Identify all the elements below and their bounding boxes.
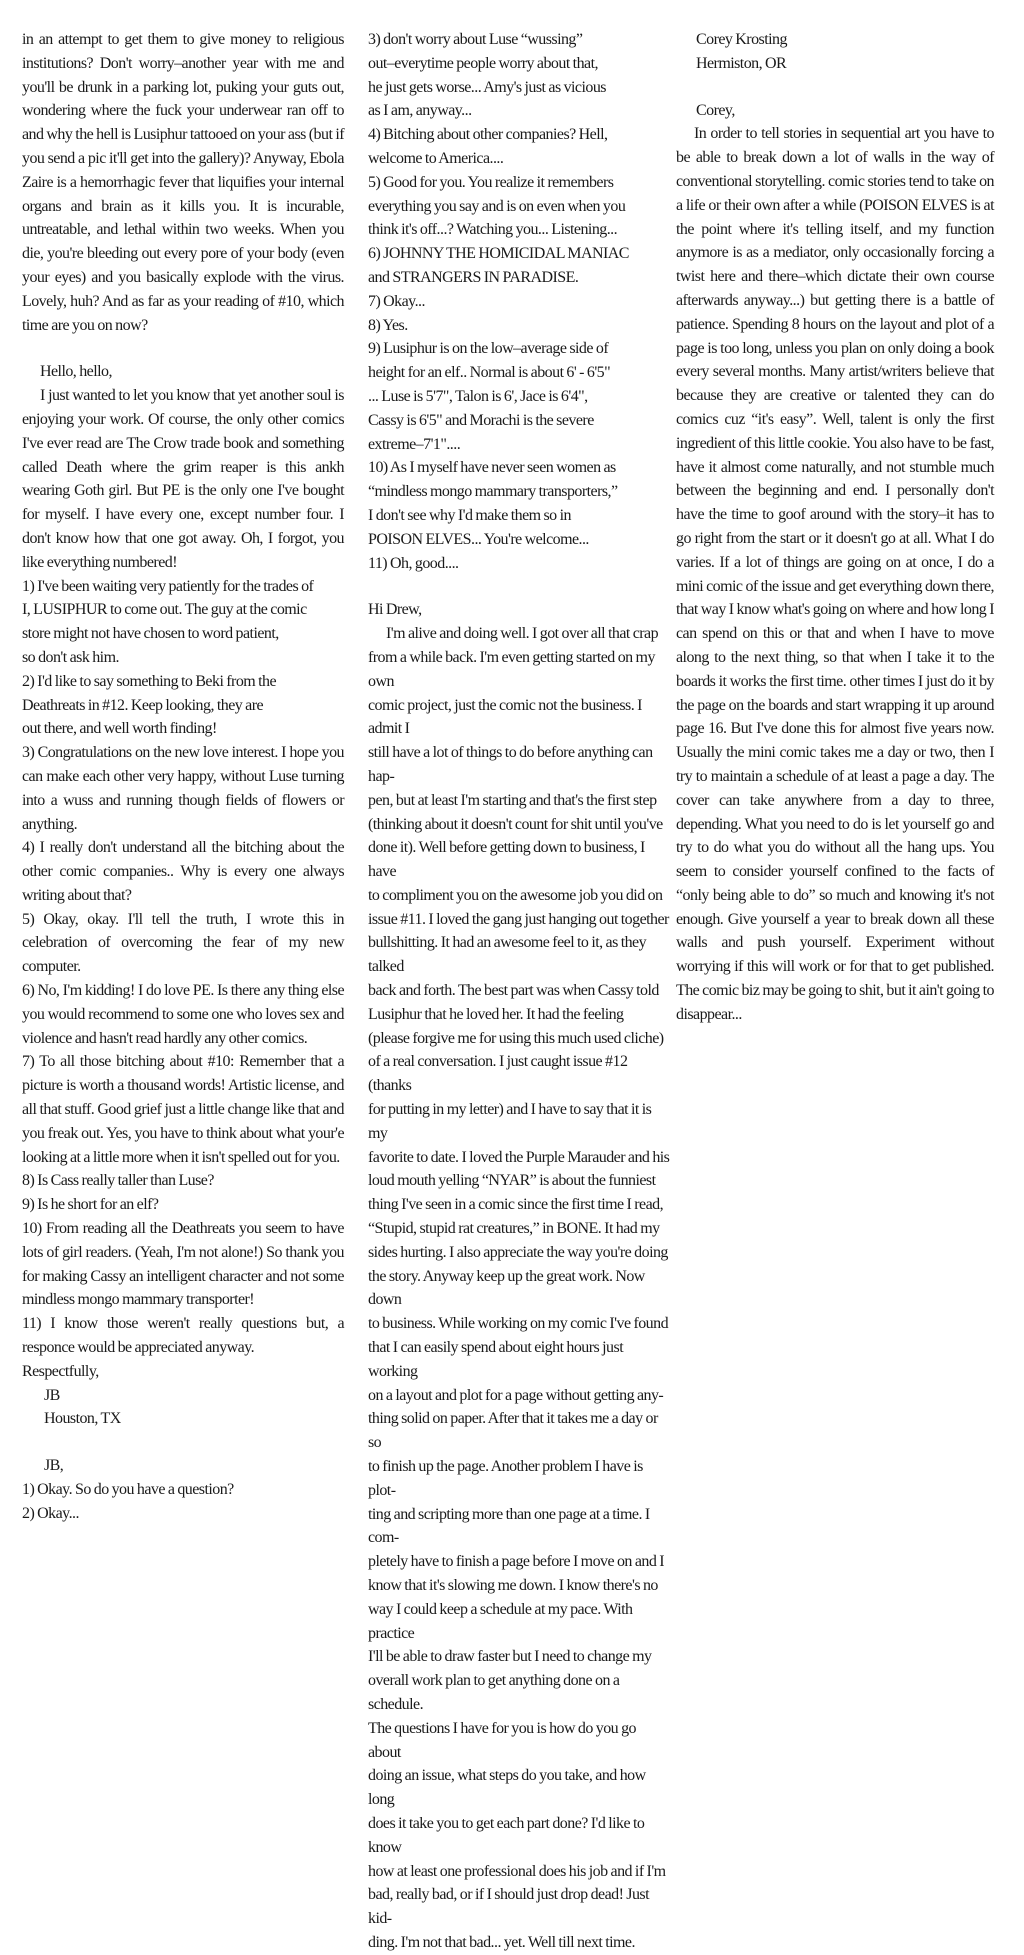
- column-right: [676, 28, 994, 1027]
- paragraph-gap: [22, 1431, 344, 1454]
- letter-item: 10) From reading all the Deathreats you seem to have lots of girl readers. (Yeah, I'm not alone!) So thank you for making Cassy an intelligent character and not some mindless mongo mammary transporter!: [22, 1220, 344, 1309]
- letter-body: I'm alive and doing well. I got over all that crap from a while back. I'm even getting started on my own comic project, just the comic not the business. I admit I still have a lot of things to do before anything can hap- pen, but at least I'm starting and that's the first step (thinking about it doesn't count for shit until you've done it). Well before getting down to business, I have to compliment you on the awesome job you did on issue #11. I loved the gang just hanging out together bullshitting. It had an awesome feel to it, as they talked back and forth. The best part was when Cassy told Lusiphur that he loved her. It had the feeling (please forgive me for using this much used cliche) of a real conversation. I just caught issue #12 (thanks for putting in my letter) and I have to say that it is my favorite to date. I loved the Purple Marauder and his loud mouth yelling “NYAR” is about the funniest thing I've seen in a comic since the first time I read, “Stupid, stupid rat creatures,” in BONE. It had my sides hurting. I also appreciate the way you're doing the story. Anyway keep up the great work. Now down to business. While working on my comic I've found that I can easily spend about eight hours just working on a layout and plot for a page without getting any- thing solid on paper. After that it takes me a day or so to finish up the page. Another problem I have is plot- ting and scripting more than one page at a time. I com- pletely have to finish a page before I move on and I know that it's slowing me down. I know there's no way I could keep a schedule at my pace. With practice I'll be able to draw faster but I need to change my overall work plan to get anything done on a schedule. The questions I have for you is how do you go about doing an issue, what steps do you take, and how long does it take you to get each part done? I'd like to know how at least one professional does his job and if I'm bad, really bad, or if I should just drop dead! Just kid- ding. I'm not that bad... yet. Well till next time.: [368, 625, 670, 1951]
- letter-item: 4) I really don't understand all the bitching about the other comic companies.. Why is every one always writing about that?: [22, 839, 344, 904]
- reply-item: 2) Okay...: [22, 1504, 79, 1522]
- letter-intro: I just wanted to let you know that yet another soul is enjoying your work. Of course, the only other comics I've ever read are The Crow trade book and something called Death where the grim reaper is this ankh wearing Goth girl. But PE is the only one I've bought for myself. I have every one, except number four. I don't know how that one got away. Oh, I forgot, you like everything numbered!: [22, 387, 344, 571]
- reply-item: 7) Okay...: [368, 292, 425, 310]
- letter-greeting: Hello, hello,: [40, 363, 112, 381]
- reply-item: 1) Okay. So do you have a question?: [22, 1481, 234, 1499]
- column-left: [22, 28, 344, 1526]
- paragraph-gap: [22, 337, 344, 360]
- letter-item: 11) I know those weren't really questions but, a responce would be appreciated anyway.: [22, 1315, 344, 1357]
- letter-item: 2) I'd like to say something to Beki from the Deathreats in #12. Keep looking, they are out there, and well worth finding!: [22, 672, 277, 738]
- signature-location: Houston, TX: [44, 1410, 121, 1428]
- letter-item: 5) Okay, okay. I'll tell the truth, I wrote this in celebration of overcoming the fear of my new computer.: [22, 910, 344, 976]
- reply-item: 9) Lusiphur is on the low–average side of height for an elf.. Normal is about 6' - 6'5" ... Luse is 5'7", Talon is 6', Jace is 6'4", Cassy is 6'5" and Morachi is the severe extreme–7'1"....: [368, 340, 611, 453]
- signature-location: Hermiston, OR: [696, 54, 787, 72]
- column-middle: [368, 28, 670, 1955]
- paragraph-gap: [676, 76, 994, 99]
- signature-name: JB: [44, 1386, 60, 1404]
- letter-item: 6) No, I'm kidding! I do love PE. Is there any thing else you would recommend to some one who loves sex and violence and hasn't read hardly any other comics.: [22, 982, 344, 1047]
- letter-item: 1) I've been waiting very patiently for the trades of I, LUSIPHUR to come out. The guy at the comic store might not have chosen to word patient, so don't ask him.: [22, 577, 314, 666]
- reply-item: 10) As I myself have never seen women as “mindless mongo mammary transporters,” I don't see why I'd make them so in POISON ELVES... You're welcome...: [368, 459, 618, 548]
- reply-item: 4) Bitching about other companies? Hell, welcome to America....: [368, 126, 608, 167]
- reply-paragraph: in an attempt to get them to give money to religious institutions? Don't worry–another year with me and you'll be drunk in a parking lot, puking your guts out, wondering where the fuck your underwear ran off to and why the hell is Lusiphur tattooed on your ass (but if you send a pic it'll get into the gallery)? Anyway, Ebola Zaire is a hemorrhagic fever that liquifies your internal organs and brain as it kills you. It is incurable, untreatable, and lethal within two weeks. When you die, you're bleeding out every pore of your body (even your eyes) and you basically explode with the virus. Lovely, huh? And as far as your reading of #10, which time are you on now?: [22, 31, 344, 334]
- reply-item: 11) Oh, good....: [368, 554, 459, 572]
- reply-item: 6) JOHNNY THE HOMICIDAL MANIAC and STRANGERS IN PARADISE.: [368, 245, 629, 286]
- reply-greeting: JB,: [44, 1457, 64, 1475]
- signature-name: Corey Krosting: [696, 31, 787, 48]
- letter-item: 3) Congratulations on the new love interest. I hope you can make each other very happy, without Luse turning into a wuss and running though fields of flowers or anything.: [22, 744, 344, 833]
- reply-item: 8) Yes.: [368, 316, 408, 334]
- letter-greeting: Hi Drew,: [368, 601, 422, 619]
- letter-item: 9) Is he short for an elf?: [22, 1196, 159, 1214]
- reply-greeting: Corey,: [696, 101, 735, 119]
- letter-item: 7) To all those bitching about #10: Remember that a picture is worth a thousand words! Artistic license, and all that stuff. Good grief just a little change like that and you freak out. Yes, you have to think about what your'e looking at a little more when it isn't spelled out for you.: [22, 1053, 344, 1166]
- letter-item: 8) Is Cass really taller than Luse?: [22, 1172, 214, 1190]
- paragraph-gap: [368, 575, 670, 598]
- reply-item: 3) don't worry about Luse “wussing” out–everytime people worry about that, he just gets worse... Amy's just as vicious as I am, anyway...: [368, 31, 606, 120]
- reply-body: In order to tell stories in sequential art you have to be able to break down a lot of walls in the way of conventional storytelling. comic stories tend to take on a life or their own after a while (POISON ELVES is at the point where it's telling itself, and my function anymore is as a mediator, only occasionally forcing a twist here and there–which dictate their own course afterwards anyway...) but getting there is a battle of patience. Spending 8 hours on the layout and plot of a page is too long, unless you plan on only doing a book every several months. Many artist/writers believe that because they are creative or talented they can do comics cuz “it's easy”. Well, talent is only the first ingredient of this little cookie. You also have to be fast, have it almost come naturally, and not stumble much between the beginning and end. I personally don't have the time to goof around with the story–it has to go right from the start or it doesn't go at all. What I do varies. If a lot of things are going on at once, I do a mini comic of the issue and get everything down there, that way I know what's going on where and how long I can spend on this or that and when I have to move along to the next thing, so that when I take it to the boards it works the first time. other times I just do it by the page on the boards and start wrapping it up around page 16. But I've done this for almost five years now. Usually the mini comic takes me a day or two, then I try to maintain a schedule of at least a page a day. The cover can take anywhere from a day to three, depending. What you need to do is let yourself go and try to do what you do without all the hang ups. You seem to consider yourself confined to the facts of “only being able to do” so much and knowing it's not enough. Give yourself a year to break down all these walls and push yourself. Experiment without worrying if this will work or for that to get published. The comic biz may be going to shit, but it ain't going to disappear...: [676, 125, 994, 1023]
- reply-item: 5) Good for you. You realize it remembers everything you say and is on even when you think it's off...? Watching you... Listening...: [368, 173, 626, 239]
- letter-signoff: Respectfully,: [22, 1362, 99, 1380]
